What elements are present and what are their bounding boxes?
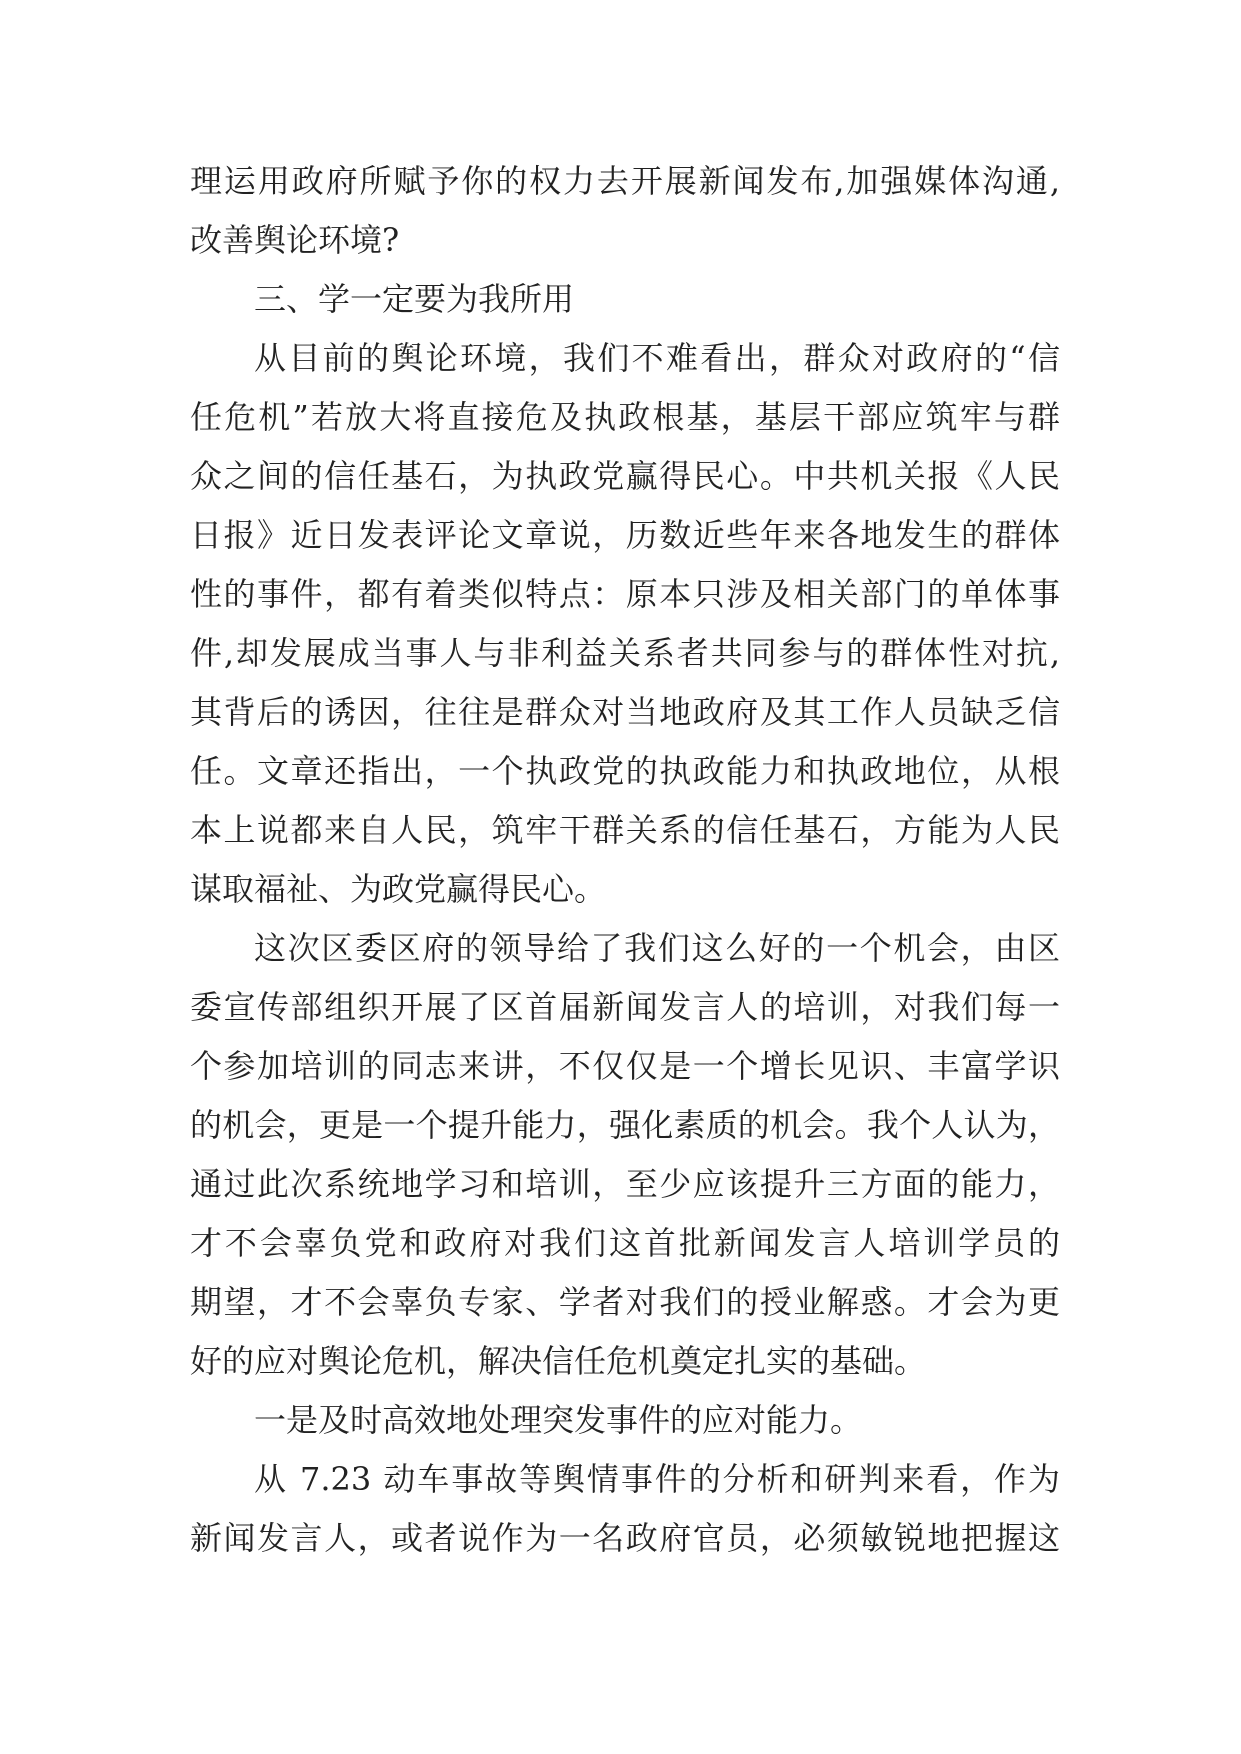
text-line: 任危机”若放大将直接危及执政根基，基层干部应筑牢与群 <box>190 398 1060 436</box>
text-line: 理运用政府所赋予你的权力去开展新闻发布,加强媒体沟通, <box>190 162 1060 200</box>
text-line: 任。文章还指出，一个执政党的执政能力和执政地位，从根 <box>190 752 1060 790</box>
text-line: 日报》近日发表评论文章说，历数近些年来各地发生的群体 <box>190 516 1060 554</box>
text-line: 才不会辜负党和政府对我们这首批新闻发言人培训学员的 <box>190 1224 1060 1262</box>
text-line: 改善舆论环境? <box>190 221 400 259</box>
text-line: 通过此次系统地学习和培训，至少应该提升三方面的能力， <box>190 1165 1060 1203</box>
section-heading: 三、学一定要为我所用 <box>254 280 575 318</box>
text-line: 众之间的信任基石，为执政党赢得民心。中共机关报《人民 <box>190 457 1060 495</box>
section-heading: 一是及时高效地处理突发事件的应对能力。 <box>254 1401 863 1439</box>
text-line: 性的事件，都有着类似特点：原本只涉及相关部门的单体事 <box>190 575 1060 613</box>
text-line: 这次区委区府的领导给了我们这么好的一个机会，由区 <box>254 929 1060 967</box>
text-line: 期望，才不会辜负专家、学者对我们的授业解惑。才会为更 <box>190 1283 1060 1321</box>
text-line: 本上说都来自人民，筑牢干群关系的信任基石，方能为人民 <box>190 811 1060 849</box>
text-line: 委宣传部组织开展了区首届新闻发言人的培训，对我们每一 <box>190 988 1060 1026</box>
document-page <box>190 152 1060 1568</box>
text-line: 谋取福祉、为政党赢得民心。 <box>190 870 607 908</box>
text-line: 其背后的诱因，往往是群众对当地政府及其工作人员缺乏信 <box>190 693 1060 731</box>
text-line: 件,却发展成当事人与非利益关系者共同参与的群体性对抗, <box>190 634 1060 672</box>
text-line: 个参加培训的同志来讲，不仅仅是一个增长见识、丰富学识 <box>190 1047 1060 1085</box>
text-line: 好的应对舆论危机，解决信任危机奠定扎实的基础。 <box>190 1342 927 1380</box>
text-line: 从目前的舆论环境，我们不难看出，群众对政府的“信 <box>254 339 1060 377</box>
text-line: 新闻发言人，或者说作为一名政府官员，必须敏锐地把握这 <box>190 1519 1060 1557</box>
text-line: 从 7.23 动车事故等舆情事件的分析和研判来看，作为 <box>254 1460 1060 1498</box>
text-line: 的机会，更是一个提升能力，强化素质的机会。我个人认为， <box>190 1106 1060 1144</box>
